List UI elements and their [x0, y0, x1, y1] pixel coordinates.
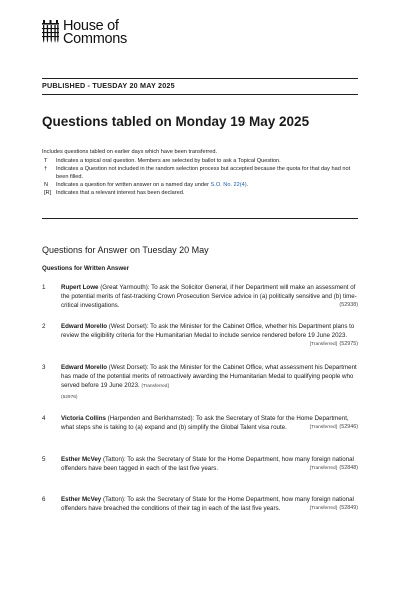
logo-line-1: House of — [63, 18, 119, 34]
question-body — [61, 414, 358, 432]
legend-description: Indicates a topical oral question. Members are selected by ballot to ask a Topical Question. — [56, 158, 281, 164]
symbol-legend — [42, 148, 362, 197]
member-name: Edward Morello — [61, 364, 108, 371]
standing-order-link[interactable]: S.O. No. 22(4) — [210, 182, 247, 188]
question-number: 3 — [42, 364, 46, 371]
logo-wordmark — [63, 20, 127, 46]
question-item — [42, 414, 358, 432]
transferred-label: [Transferred] — [309, 425, 338, 431]
legend-row — [42, 189, 362, 197]
question-text: To ask the Solicitor General, if her Department will make an assessment of the potential merits of fast-tracking Crown Prosecution Service advice in (a) politically sensitive and (b) time-critical investigations. — [61, 284, 357, 310]
member-name: Rupert Lowe — [61, 284, 99, 291]
question-reference — [310, 340, 358, 349]
sub-heading: Questions for Written Answer — [42, 265, 129, 272]
member-name: Edward Morello — [61, 323, 108, 330]
member-name: Victoria Collins — [61, 415, 106, 422]
question-body — [61, 495, 358, 513]
legend-row — [42, 181, 362, 189]
question-reference — [310, 504, 358, 513]
transferred-label: [Transferred] — [309, 342, 338, 348]
question-text: To ask the Secretary of State for the Home Department, how many foreign national offenders have breached the conditions of their tag in each of the last five years. — [61, 496, 354, 513]
legend-symbol: † — [44, 166, 48, 172]
legend-description — [56, 181, 362, 189]
question-item — [42, 495, 358, 513]
transferred-label: [Transferred] — [309, 466, 338, 472]
question-reference — [310, 464, 358, 473]
question-item — [42, 322, 358, 350]
legend-intro: Includes questions tabled on earlier days which have been transferred. — [42, 149, 218, 155]
legend-description: Indicates that a relevant interest has been declared. — [56, 190, 185, 196]
question-item — [42, 455, 358, 473]
constituency: (West Dorset): — [107, 364, 151, 371]
constituency: (West Dorset): — [107, 323, 151, 330]
transferred-label: [Transferred] — [141, 384, 169, 390]
constituency: (Tatton): — [101, 496, 128, 503]
question-item — [42, 363, 358, 402]
question-reference — [310, 423, 358, 432]
logo-line-2: Commons — [63, 31, 127, 47]
question-number: 5 — [42, 456, 46, 463]
legend-text-end: . — [246, 182, 249, 188]
reference-number: (52946) — [339, 424, 358, 431]
house-of-commons-logo — [42, 20, 127, 46]
reference-number: (52938) — [339, 302, 358, 309]
legend-symbol: N — [44, 182, 49, 188]
transferred-label: [Transferred] — [309, 506, 338, 512]
reference-number: (52975) — [339, 341, 358, 348]
portcullis-icon — [42, 20, 59, 44]
member-name: Esther McVey — [61, 456, 102, 463]
question-number: 1 — [42, 284, 46, 291]
published-banner — [42, 78, 358, 95]
question-reference — [338, 301, 358, 310]
constituency: (Great Yarmouth): — [98, 284, 152, 291]
section-divider — [42, 218, 358, 219]
question-body — [61, 363, 358, 402]
page-title: Questions tabled on Monday 19 May 2025 — [42, 114, 310, 129]
reference-number: (52848) — [339, 465, 358, 472]
legend-symbol: T — [44, 158, 48, 164]
member-name: Esther McVey — [61, 496, 102, 503]
question-number: 4 — [42, 415, 46, 422]
question-body — [61, 283, 358, 311]
legend-description: Indicates a Question not included in the random selection process but accepted because the quota for that day had not been filled. — [56, 166, 351, 180]
question-number: 2 — [42, 323, 46, 330]
published-date: PUBLISHED - TUESDAY 20 MAY 2025 — [42, 81, 175, 90]
constituency: (Harpenden and Berkhamsted): — [105, 415, 196, 422]
question-body — [61, 455, 358, 473]
constituency: (Tatton): — [101, 456, 128, 463]
question-text: To ask the Secretary of State for the Home Department, how many foreign national offenders have been tagged in each of the last five years. — [61, 456, 354, 473]
legend-symbol: [R] — [44, 190, 52, 196]
question-number: 6 — [42, 496, 46, 503]
legend-row — [42, 157, 362, 165]
question-text: To ask the Minister for the Cabinet Office, what assessment his Department has made of the potential merits of retroactively awarding the Humanitarian Medal to qualifying people who served before 19 June 2023. — [61, 364, 357, 390]
section-heading: Questions for Answer on Tuesday 20 May — [42, 245, 209, 255]
reference-number: (52849) — [339, 505, 358, 512]
legend-row — [42, 165, 362, 181]
question-body — [61, 322, 358, 348]
reference-number: (52976) — [61, 394, 78, 400]
question-text: To ask the Minister for the Cabinet Office, whether his Department plans to review the eligibility criteria for the Humanitarian Medal to include service rendered before 19 June 2023. — [61, 323, 355, 340]
question-item — [42, 283, 358, 311]
question-text: To ask the Secretary of State for the Home Department, what steps she is taking to (a) expand and (b) simplify the Global Talent visa route. — [61, 415, 349, 432]
legend-text: Indicates a question for written answer on a named day under — [56, 182, 211, 188]
